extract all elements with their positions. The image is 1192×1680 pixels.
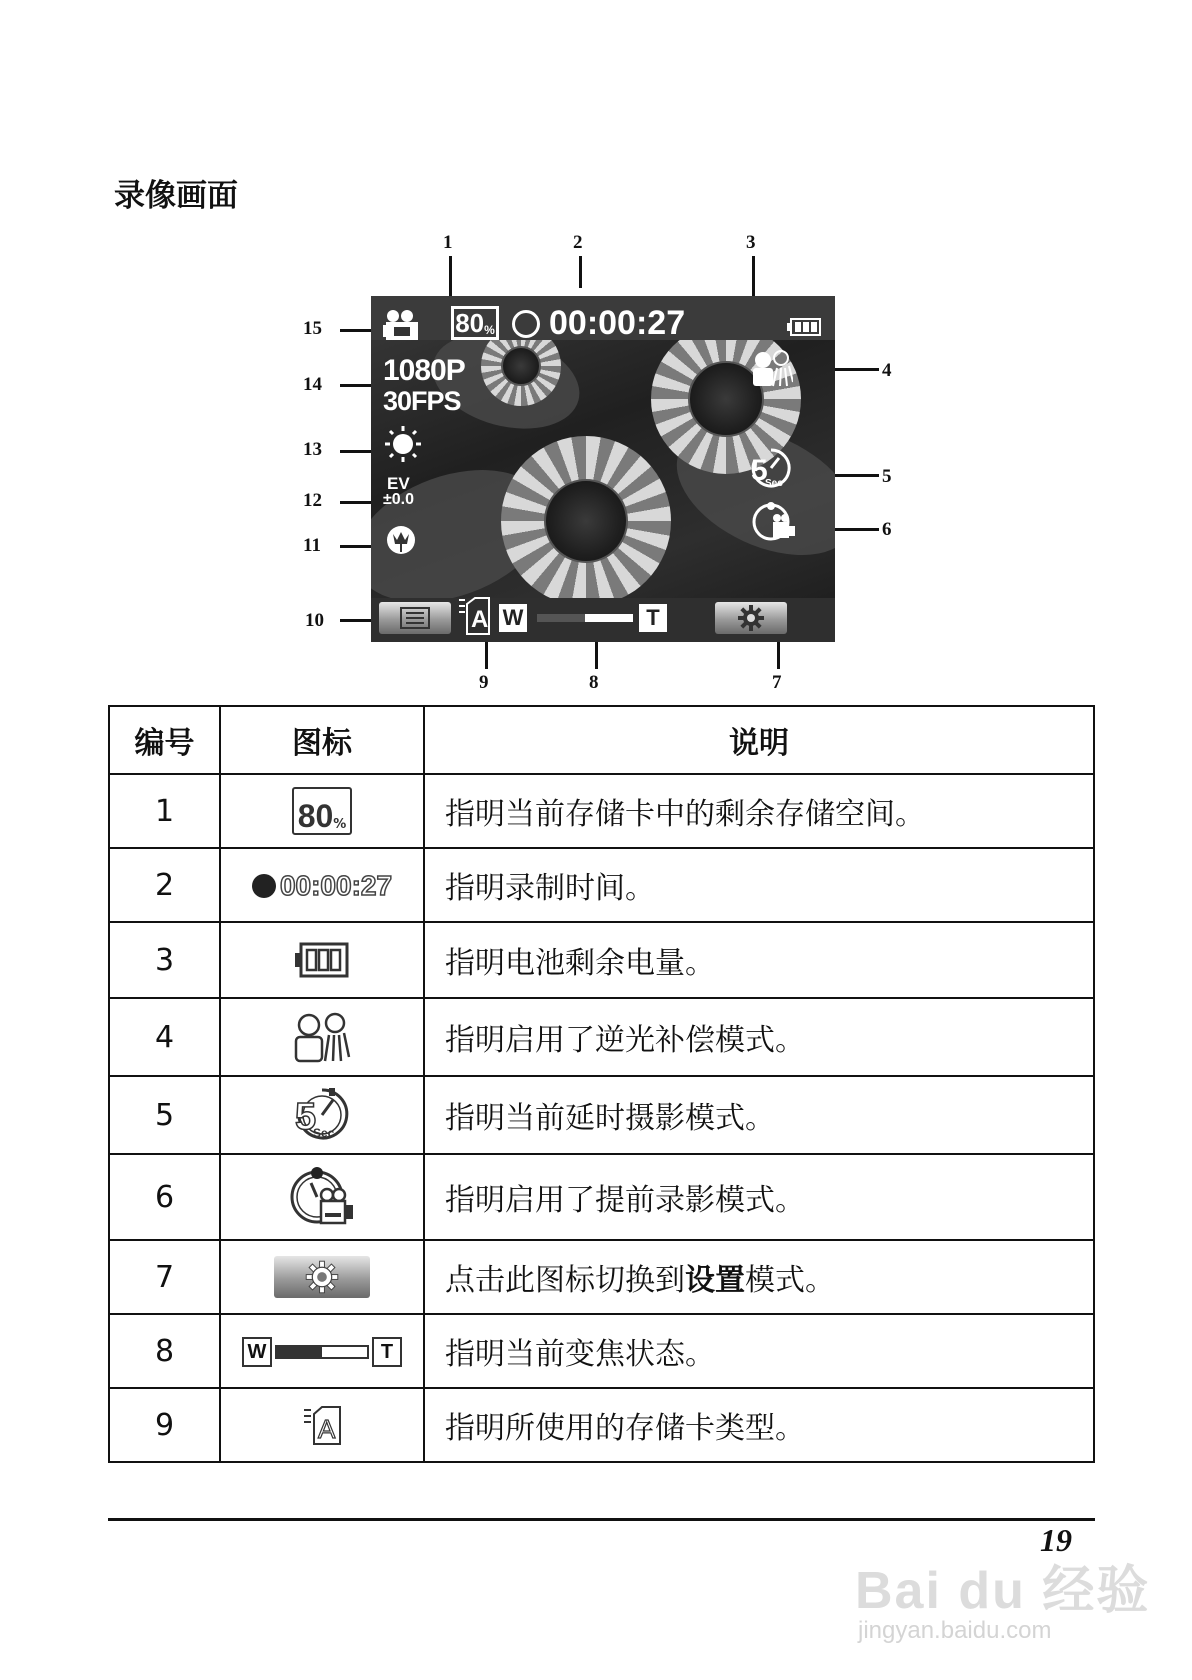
zoom-w-text: W bbox=[242, 1337, 272, 1367]
card-letter: A bbox=[471, 606, 489, 633]
baidu-watermark: Bai du 经验 bbox=[855, 1562, 1151, 1620]
callout-15: 15 bbox=[303, 318, 322, 339]
callout-9: 9 bbox=[479, 672, 489, 693]
callout-14: 14 bbox=[303, 374, 322, 395]
backlight-icon bbox=[293, 1011, 351, 1063]
card-letter-text: A bbox=[318, 1414, 336, 1444]
video-mode-icon bbox=[383, 308, 421, 346]
white-balance-sun-icon bbox=[383, 424, 423, 468]
desc-before: 点击此图标切换到 bbox=[445, 1263, 685, 1298]
row-number: 8 bbox=[109, 1314, 220, 1388]
callout-10: 10 bbox=[305, 610, 324, 631]
callout-11: 11 bbox=[303, 535, 321, 556]
record-time: 00:00:27 bbox=[549, 304, 686, 342]
header-icon: 图标 bbox=[220, 706, 424, 774]
pct-sign-text: % bbox=[333, 817, 347, 832]
resolution-label: 1080P bbox=[383, 354, 465, 387]
row-number: 5 bbox=[109, 1076, 220, 1154]
row-number: 2 bbox=[109, 848, 220, 922]
card-type-icon bbox=[302, 1404, 342, 1446]
callout-1: 1 bbox=[443, 232, 453, 253]
icon-description-table bbox=[108, 705, 1095, 1463]
macro-flower-icon bbox=[385, 524, 417, 560]
table-row bbox=[109, 1388, 1094, 1462]
camera-screen-figure bbox=[290, 232, 910, 702]
callout-6: 6 bbox=[882, 519, 892, 540]
zoom-t-label: T bbox=[646, 605, 660, 630]
zoom-track[interactable] bbox=[537, 614, 633, 622]
recording-time-icon bbox=[252, 870, 392, 902]
fps-label: 30FPS bbox=[383, 386, 461, 416]
battery-icon bbox=[295, 942, 349, 978]
menu-button[interactable] bbox=[379, 602, 451, 634]
row-number: 6 bbox=[109, 1154, 220, 1240]
timer-unit-text: Sec bbox=[313, 1126, 335, 1140]
header-number: 编号 bbox=[109, 706, 220, 774]
battery-icon bbox=[787, 318, 821, 340]
table-row bbox=[109, 922, 1094, 998]
row-number: 7 bbox=[109, 1240, 220, 1314]
self-timer-icon bbox=[749, 446, 793, 490]
callout-13: 13 bbox=[303, 439, 322, 460]
ev-value: ±0.0 bbox=[383, 491, 415, 508]
page-number: 19 bbox=[1040, 1522, 1072, 1558]
card-type-icon bbox=[457, 596, 491, 636]
table-row bbox=[109, 1076, 1094, 1154]
row-description: 指明当前存储卡中的剩余存储空间。 bbox=[424, 774, 1094, 848]
row-description bbox=[424, 1240, 1094, 1314]
zoom-t-text: T bbox=[372, 1337, 402, 1367]
settings-button[interactable] bbox=[715, 602, 787, 634]
zoom-bar-icon bbox=[242, 1337, 402, 1367]
row-description: 指明当前变焦状态。 bbox=[424, 1314, 1094, 1388]
callout-7: 7 bbox=[772, 672, 782, 693]
leader-line bbox=[752, 256, 755, 296]
table-row bbox=[109, 848, 1094, 922]
row-number: 4 bbox=[109, 998, 220, 1076]
record-dot-icon bbox=[252, 874, 276, 898]
callout-12: 12 bbox=[303, 490, 322, 511]
self-timer-icon bbox=[293, 1086, 351, 1144]
row-description: 指明录制时间。 bbox=[424, 848, 1094, 922]
menu-list-icon bbox=[400, 607, 430, 629]
timer-digit: 5 bbox=[751, 454, 768, 487]
row-number: 1 bbox=[109, 774, 220, 848]
row-description: 指明电池剩余电量。 bbox=[424, 922, 1094, 998]
row-description: 指明启用了逆光补偿模式。 bbox=[424, 998, 1094, 1076]
pre-record-icon bbox=[751, 500, 797, 548]
zoom-track-icon bbox=[275, 1345, 369, 1359]
memory-pct-text: 80 bbox=[297, 798, 334, 834]
zoom-level-fill bbox=[585, 614, 633, 622]
footer-rule bbox=[108, 1518, 1095, 1521]
zoom-wide-box bbox=[499, 604, 527, 632]
callout-8: 8 bbox=[589, 672, 599, 693]
row-number: 3 bbox=[109, 922, 220, 998]
settings-button-icon bbox=[274, 1256, 370, 1298]
zoom-tele-box bbox=[639, 604, 667, 632]
desc-bold-settings: 设置 bbox=[685, 1263, 745, 1298]
pct-sign: % bbox=[484, 323, 495, 337]
callout-2: 2 bbox=[573, 232, 583, 253]
desc-after: 模式。 bbox=[745, 1263, 835, 1298]
record-time-text: 00:00:27 bbox=[279, 870, 393, 901]
callout-4: 4 bbox=[882, 360, 892, 381]
callout-3: 3 bbox=[746, 232, 756, 253]
leader-line bbox=[579, 256, 582, 288]
callout-5: 5 bbox=[882, 466, 892, 487]
gear-icon bbox=[305, 1260, 339, 1294]
watermark-url: jingyan.baidu.com bbox=[858, 1617, 1052, 1644]
row-number: 9 bbox=[109, 1388, 220, 1462]
ev-label: EV bbox=[387, 474, 410, 493]
table-row bbox=[109, 1314, 1094, 1388]
record-dot-icon bbox=[512, 310, 540, 338]
memory-remaining-icon bbox=[292, 787, 352, 835]
row-description: 指明当前延时摄影模式。 bbox=[424, 1076, 1094, 1154]
gear-icon bbox=[737, 604, 765, 632]
backlight-icon bbox=[751, 348, 793, 392]
zoom-level-fill-icon bbox=[277, 1347, 322, 1357]
sunflower-image bbox=[501, 436, 671, 606]
timer-unit: Sec bbox=[765, 478, 783, 489]
camera-preview-screen bbox=[371, 296, 835, 642]
row-description: 指明所使用的存储卡类型。 bbox=[424, 1388, 1094, 1462]
table-row bbox=[109, 998, 1094, 1076]
memory-remaining-indicator bbox=[451, 306, 499, 340]
timer-digit-text: 5 bbox=[295, 1096, 317, 1138]
row-description: 指明启用了提前录影模式。 bbox=[424, 1154, 1094, 1240]
table-header-row bbox=[109, 706, 1094, 774]
zoom-w-label: W bbox=[502, 605, 524, 630]
pre-record-icon bbox=[289, 1165, 355, 1229]
header-description: 说明 bbox=[424, 706, 1094, 774]
memory-pct: 80 bbox=[455, 308, 485, 338]
table-row bbox=[109, 774, 1094, 848]
table-row bbox=[109, 1240, 1094, 1314]
section-title: 录像画面 bbox=[114, 178, 238, 214]
table-row bbox=[109, 1154, 1094, 1240]
